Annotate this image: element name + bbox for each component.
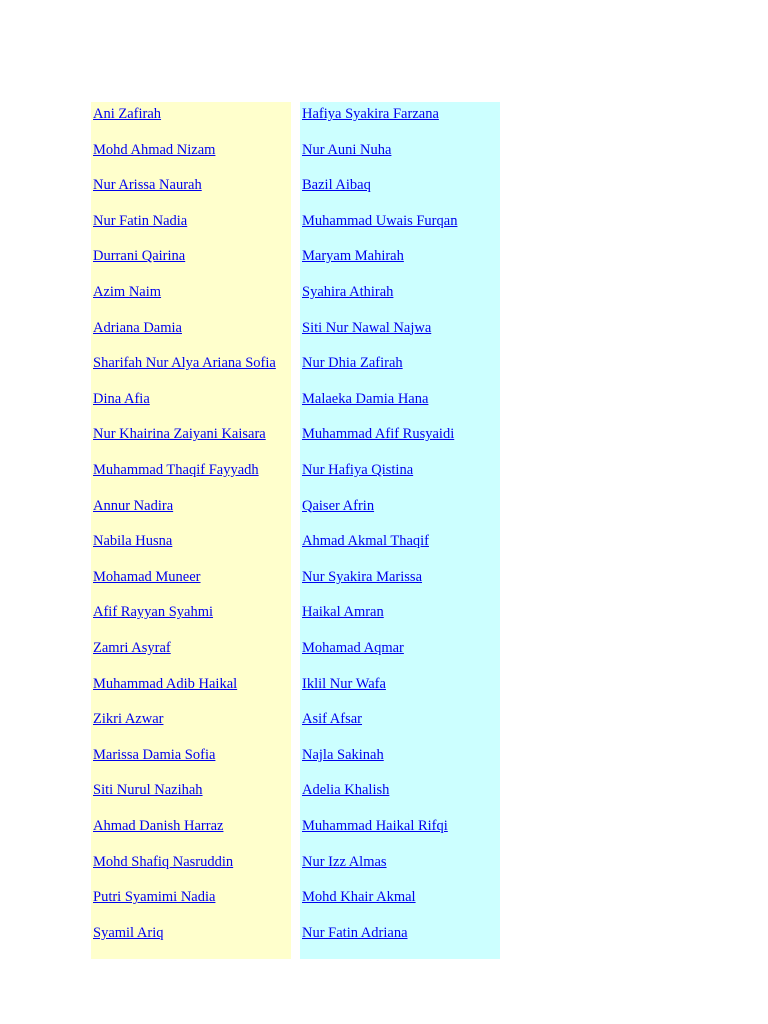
name-link[interactable]: Maryam Mahirah xyxy=(302,248,404,265)
name-link[interactable]: Adelia Khalish xyxy=(302,782,390,799)
name-link[interactable]: Dina Afia xyxy=(93,390,150,407)
name-link[interactable]: Azim Naim xyxy=(93,284,162,300)
name-link[interactable]: Nur Fatin Adriana xyxy=(302,924,408,941)
name-link[interactable]: Nur Arissa Naurah xyxy=(93,177,202,194)
name-link[interactable]: Nabila Husna xyxy=(93,533,173,550)
name-link[interactable]: Mohd Ahmad Nizam xyxy=(93,141,216,158)
name-link[interactable]: Siti Nurul Nazihah xyxy=(93,782,203,799)
name-link[interactable]: Muhammad Afif Rusyaidi xyxy=(302,426,455,443)
name-link[interactable]: Nur Syakira Marissa xyxy=(302,568,423,585)
name-link[interactable]: Syahira Athirah xyxy=(302,284,394,300)
name-link[interactable]: Ahmad Akmal Thaqif xyxy=(302,533,429,550)
name-link[interactable]: Muhammad Thaqif Fayyadh xyxy=(93,462,259,478)
name-link[interactable]: Qaiser Afrin xyxy=(302,497,375,514)
name-column-right xyxy=(300,102,500,959)
name-link[interactable]: Zamri Asyraf xyxy=(93,640,171,656)
name-link[interactable]: Najla Sakinah xyxy=(302,746,384,763)
name-link[interactable]: Adriana Damia xyxy=(93,319,182,336)
name-link[interactable]: Siti Nur Nawal Najwa xyxy=(302,319,432,336)
name-link[interactable]: Nur Fatin Nadia xyxy=(93,212,188,229)
name-column-left xyxy=(91,102,291,959)
name-link[interactable]: Haikal Amran xyxy=(302,604,384,621)
name-link[interactable]: Muhammad Adib Haikal xyxy=(93,675,238,692)
name-link[interactable]: Syamil Ariq xyxy=(93,924,164,941)
name-link[interactable]: Nur Izz Almas xyxy=(302,853,387,870)
name-link[interactable]: Nur Khairina Zaiyani Kaisara xyxy=(93,426,266,443)
name-link[interactable]: Bazil Aibaq xyxy=(302,177,371,194)
name-link[interactable]: Zikri Azwar xyxy=(93,711,164,728)
name-link[interactable]: Marissa Damia Sofia xyxy=(93,746,216,763)
name-link[interactable]: Hafiya Syakira Farzana xyxy=(302,106,439,122)
name-link[interactable]: Ahmad Danish Harraz xyxy=(93,818,224,834)
name-link[interactable]: Annur Nadira xyxy=(93,497,174,514)
name-link[interactable]: Mohamad Aqmar xyxy=(302,640,404,656)
name-link[interactable]: Asif Afsar xyxy=(302,711,363,728)
name-link[interactable]: Sharifah Nur Alya Ariana Sofia xyxy=(93,355,276,372)
name-link[interactable]: Malaeka Damia Hana xyxy=(302,390,429,407)
name-link[interactable]: Durrani Qairina xyxy=(93,248,186,265)
name-link[interactable]: Ani Zafirah xyxy=(93,106,162,122)
name-link[interactable]: Nur Hafiya Qistina xyxy=(302,462,414,478)
name-link[interactable]: Muhammad Uwais Furqan xyxy=(302,212,458,229)
name-link[interactable]: Nur Dhia Zafirah xyxy=(302,355,403,372)
name-link[interactable]: Muhammad Haikal Rifqi xyxy=(302,818,448,834)
name-link[interactable]: Mohd Shafiq Nasruddin xyxy=(93,853,234,870)
name-link[interactable]: Nur Auni Nuha xyxy=(302,141,392,158)
name-link[interactable]: Afif Rayyan Syahmi xyxy=(93,604,214,621)
name-link[interactable]: Mohamad Muneer xyxy=(93,568,201,585)
name-link[interactable]: Iklil Nur Wafa xyxy=(302,675,386,692)
name-link[interactable]: Putri Syamimi Nadia xyxy=(93,889,216,906)
name-link[interactable]: Mohd Khair Akmal xyxy=(302,889,416,906)
